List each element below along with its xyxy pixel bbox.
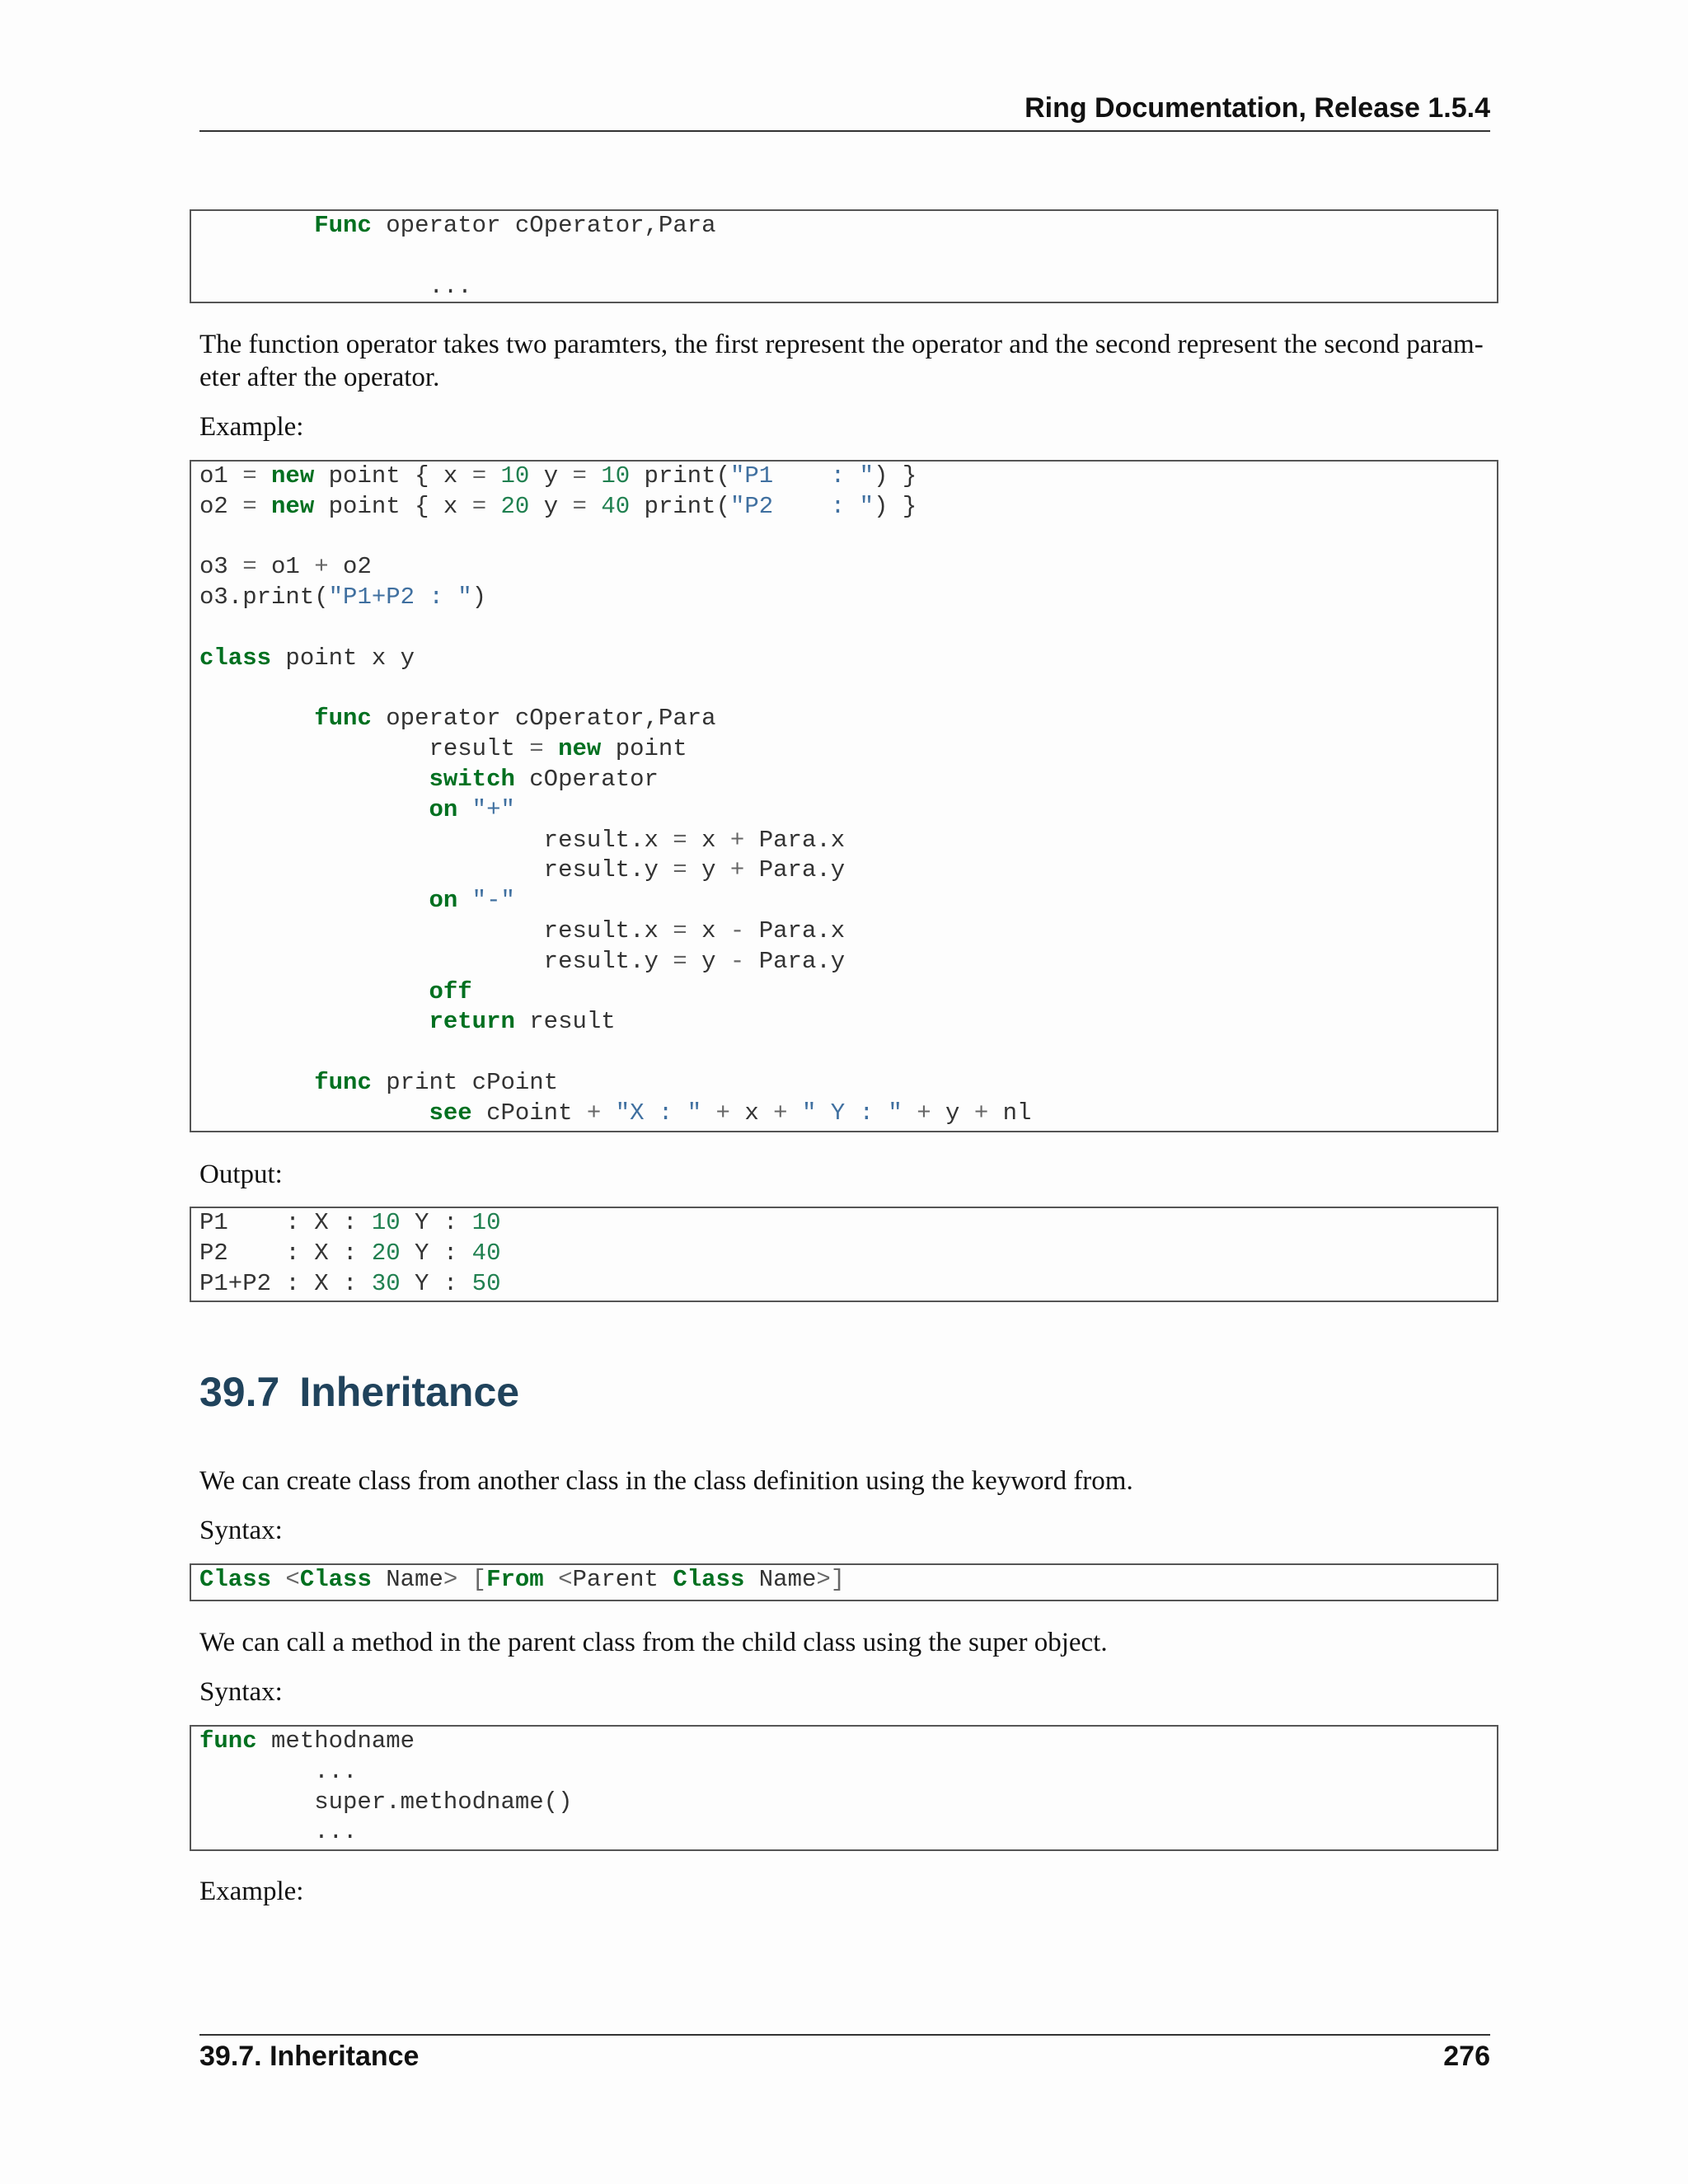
code-line (199, 1099, 1031, 1127)
code-token: 20 (500, 492, 530, 520)
code-token: = (471, 462, 487, 490)
code-line (199, 735, 687, 762)
code-token: ) (471, 583, 487, 612)
code-token (199, 1008, 429, 1035)
code-token: point (601, 735, 687, 763)
code-line (199, 766, 659, 793)
code-token (199, 796, 429, 823)
code-token: 10 (371, 1209, 401, 1236)
inheritance-intro: We can create class from another class in the class definition using the keyword from. (199, 1466, 1133, 1496)
header-rule (199, 130, 1490, 132)
code-token: nl (988, 1099, 1032, 1127)
code-token: + (715, 1099, 730, 1127)
code-token: Para.x (744, 826, 846, 854)
code-token: print cPoint (371, 1068, 559, 1096)
code-token: 10 (500, 462, 530, 490)
code-token (544, 1566, 558, 1593)
example-label: Example: (199, 1877, 304, 1906)
code-token: >] (816, 1566, 846, 1593)
code-token: Y : (400, 1239, 472, 1267)
code-token: on (429, 887, 458, 915)
code-line (199, 493, 917, 520)
code-token: o2 (199, 492, 243, 520)
code-token: ) } (874, 462, 917, 490)
code-token (701, 1099, 715, 1127)
code-line (199, 1818, 357, 1845)
code-token: ... (199, 1757, 358, 1785)
code-token: ... (199, 272, 472, 300)
code-token: + (314, 553, 329, 581)
page-number: 276 (1443, 2041, 1490, 2072)
code-token: on (429, 795, 458, 823)
code-token: = (673, 916, 687, 944)
code-line (199, 978, 472, 1005)
running-header: Ring Documentation, Release 1.5.4 (1025, 92, 1490, 124)
code-token: + (586, 1099, 602, 1127)
code-token: Name (371, 1566, 443, 1593)
code-token: Class (199, 1566, 272, 1593)
footer-rule (199, 2034, 1490, 2036)
code-token: 20 (371, 1239, 401, 1267)
operator-signature-code (190, 209, 1498, 303)
code-token: 40 (471, 1239, 501, 1267)
code-token: = (673, 826, 687, 854)
code-token: o3 (199, 553, 243, 581)
code-line (199, 1270, 500, 1297)
code-token: point x y (271, 644, 415, 672)
code-token: Func (314, 212, 372, 239)
code-token: "P2 : " (729, 492, 874, 520)
code-token: Y : (400, 1269, 472, 1297)
code-line (199, 1788, 572, 1816)
code-token: switch (429, 765, 515, 793)
code-token (199, 705, 314, 732)
code-line (199, 827, 845, 854)
code-token: ... (199, 1818, 358, 1846)
code-line (199, 917, 845, 944)
code-token: 30 (371, 1269, 401, 1297)
code-token: print( (630, 492, 730, 520)
code-line (199, 1727, 415, 1755)
code-token: result.y (199, 947, 673, 975)
code-token: = (673, 947, 687, 975)
code-token: result.x (199, 916, 673, 944)
inheritance-syntax-code (190, 1563, 1498, 1601)
code-token (587, 462, 601, 490)
code-token: P1+P2 : X : (199, 1269, 372, 1297)
code-line (199, 948, 845, 975)
code-token: < (558, 1566, 573, 1593)
super-intro: We can call a method in the parent class from the child class using the super object. (199, 1628, 1108, 1657)
code-token: ) } (874, 492, 917, 520)
code-token: From (486, 1566, 544, 1593)
code-token: 10 (601, 462, 631, 490)
code-token: operator cOperator,Para (371, 705, 716, 733)
code-token: + (917, 1099, 931, 1127)
code-token (457, 887, 471, 914)
code-token: + (729, 826, 745, 854)
code-token: "+" (471, 795, 515, 823)
code-token: "X : " (615, 1099, 702, 1127)
code-token: > (443, 1566, 458, 1593)
code-line (199, 1069, 558, 1096)
operator-description: The function operator takes two paramters, the first represent the operator and the second represent the second param-eter after the operator. (199, 330, 1484, 392)
code-token: - (729, 916, 745, 944)
code-token (257, 462, 271, 490)
code-token (199, 887, 429, 914)
code-line (199, 705, 716, 732)
code-token (271, 1566, 285, 1593)
syntax-label: Syntax: (199, 1516, 283, 1545)
code-token: = (529, 735, 544, 763)
code-token: result.y (199, 856, 673, 884)
code-line (199, 1566, 845, 1593)
code-token: "-" (471, 887, 515, 915)
code-token (601, 1099, 615, 1127)
code-token: new (271, 492, 315, 520)
code-token: see (429, 1099, 472, 1127)
code-token: = (242, 492, 257, 520)
section-number: 39.7 (199, 1369, 280, 1415)
code-token: print( (630, 462, 730, 490)
code-token (587, 493, 601, 520)
code-token: o2 (328, 553, 372, 581)
code-token: Para.y (744, 856, 846, 884)
code-token: result.x (199, 826, 673, 854)
code-token: result (514, 1008, 616, 1036)
code-token: Y : (400, 1209, 472, 1236)
code-token: new (271, 462, 315, 490)
code-line (199, 583, 486, 611)
code-token: o1 (256, 553, 315, 581)
code-token: 50 (471, 1269, 501, 1297)
code-token: Name (744, 1566, 817, 1593)
code-token: 40 (601, 492, 631, 520)
code-line (199, 856, 845, 883)
footer-section: 39.7. Inheritance (199, 2041, 420, 2072)
code-token: + (729, 856, 745, 884)
super-syntax-code (190, 1725, 1498, 1851)
code-token (544, 735, 558, 762)
code-token: class (199, 644, 272, 672)
code-token (457, 796, 471, 823)
operator-example-code (190, 460, 1498, 1132)
code-token: " Y : " (801, 1099, 903, 1127)
code-token: + (773, 1099, 788, 1127)
code-token (486, 493, 500, 520)
code-token: Class (673, 1566, 745, 1593)
code-token (486, 462, 500, 490)
page-footer (199, 2041, 1490, 2073)
code-line (199, 887, 515, 914)
code-token: Para.x (744, 916, 846, 944)
code-token (457, 1566, 471, 1593)
code-token: operator cOperator,Para (371, 212, 716, 239)
code-token: func (314, 705, 372, 733)
code-token: methodname (256, 1727, 415, 1755)
code-line (199, 212, 716, 239)
code-token: = (572, 492, 587, 520)
code-token: new (558, 735, 602, 763)
code-token (199, 1069, 314, 1096)
code-token: P2 : X : (199, 1239, 372, 1267)
code-token: y (529, 492, 573, 520)
syntax-label: Syntax: (199, 1677, 283, 1707)
code-token: [ (471, 1566, 487, 1593)
code-token: P1 : X : (199, 1209, 372, 1236)
code-token: "P1+P2 : " (328, 583, 472, 612)
code-token: o1 (199, 462, 243, 490)
code-line (199, 644, 415, 672)
code-token: point { x (314, 492, 472, 520)
code-token: = (572, 462, 587, 490)
code-token (199, 212, 314, 239)
code-token: return (429, 1008, 515, 1036)
code-line (199, 1240, 500, 1267)
code-token (903, 1099, 917, 1127)
code-token (199, 978, 429, 1005)
code-token: off (429, 977, 472, 1005)
code-token: "P1 : " (729, 462, 874, 490)
code-token: func (199, 1727, 257, 1755)
code-token: y (687, 947, 730, 975)
code-token (199, 766, 429, 793)
code-token: super.methodname() (199, 1788, 573, 1816)
operator-output-code (190, 1207, 1498, 1302)
code-token: < (285, 1566, 300, 1593)
code-line (199, 273, 472, 300)
code-token: func (314, 1068, 372, 1096)
code-token: = (471, 492, 487, 520)
code-line (199, 1008, 616, 1035)
code-line (199, 1758, 357, 1785)
code-line (199, 1209, 500, 1236)
code-token: = (242, 462, 257, 490)
code-token: y (687, 856, 730, 884)
code-token: y (529, 462, 573, 490)
code-token: Parent (572, 1566, 673, 1593)
code-token: = (242, 553, 257, 581)
code-token: result (199, 735, 530, 763)
code-token: Para.y (744, 947, 846, 975)
code-line (199, 462, 917, 490)
section-title: Inheritance (299, 1369, 520, 1415)
code-token: cPoint (471, 1099, 587, 1127)
code-token: x (729, 1099, 774, 1127)
code-token: + (973, 1099, 989, 1127)
code-token (257, 493, 271, 520)
output-label: Output: (199, 1160, 283, 1189)
code-token: Class (299, 1566, 372, 1593)
code-token: x (687, 916, 730, 944)
code-token: = (673, 856, 687, 884)
code-line (199, 553, 372, 580)
code-token: y (931, 1099, 974, 1127)
section-heading (199, 1368, 519, 1416)
code-token: cOperator (514, 765, 659, 793)
code-token: - (729, 947, 745, 975)
code-token: 10 (471, 1209, 501, 1236)
code-token (788, 1099, 802, 1127)
code-token (199, 1099, 429, 1127)
code-token: point { x (314, 462, 472, 490)
code-token: o3.print( (199, 583, 329, 612)
code-token: x (687, 826, 730, 854)
code-line (199, 796, 515, 823)
example-label: Example: (199, 412, 304, 442)
